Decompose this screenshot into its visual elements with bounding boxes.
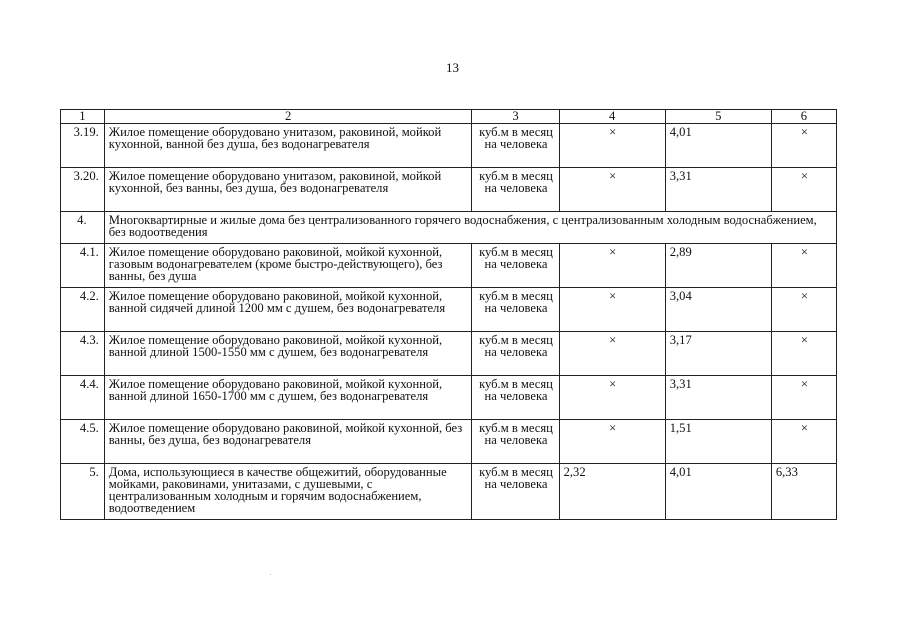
header-col-1: 1 — [61, 110, 105, 124]
row-value-col4: × — [559, 124, 665, 168]
row-value-col4: × — [559, 168, 665, 212]
row-unit: куб.м в месяц на человека — [472, 168, 559, 212]
header-col-3: 3 — [472, 110, 559, 124]
header-col-5: 5 — [665, 110, 771, 124]
table-row — [61, 244, 837, 288]
row-value-col6: × — [771, 168, 836, 212]
row-value-col5: 3,04 — [665, 288, 771, 332]
table-row — [61, 420, 837, 464]
consumption-norms-table — [60, 109, 837, 520]
row-description: Жилое помещение оборудовано раковиной, мойкой кухонной, газовым водонагревателем (кроме быстро-действующего), без ванны, без душа — [104, 244, 472, 288]
row-value-col6: 6,33 — [771, 464, 836, 520]
row-description: Дома, использующиеся в качестве общежитий, оборудованные мойками, раковинами, унитазами, с душевыми, с централизованным холодным и горячим водоснабжением, водоотведением — [104, 464, 472, 520]
row-unit: куб.м в месяц на человека — [472, 244, 559, 288]
row-description: Жилое помещение оборудовано унитазом, раковиной, мойкой кухонной, без ванны, без душа, без водонагревателя — [104, 168, 472, 212]
table-row — [61, 464, 837, 520]
row-value-col5: 2,89 — [665, 244, 771, 288]
header-col-6: 6 — [771, 110, 836, 124]
row-unit: куб.м в месяц на человека — [472, 332, 559, 376]
row-value-col4: × — [559, 244, 665, 288]
row-description: Жилое помещение оборудовано раковиной, мойкой кухонной, ванной длиной 1650-1700 мм с душем, без водонагревателя — [104, 376, 472, 420]
scan-speck — [270, 574, 271, 575]
header-col-2: 2 — [104, 110, 472, 124]
row-number: 5. — [61, 464, 105, 520]
row-value-col5: 4,01 — [665, 124, 771, 168]
row-value-col4: × — [559, 332, 665, 376]
table-header-row — [61, 110, 837, 124]
row-value-col4: 2,32 — [559, 464, 665, 520]
row-number: 4.2. — [61, 288, 105, 332]
row-value-col5: 3,31 — [665, 168, 771, 212]
row-number: 4.4. — [61, 376, 105, 420]
row-value-col6: × — [771, 244, 836, 288]
section-number: 4. — [61, 212, 105, 244]
row-value-col6: × — [771, 124, 836, 168]
row-number: 4.1. — [61, 244, 105, 288]
table-row — [61, 124, 837, 168]
row-value-col4: × — [559, 376, 665, 420]
row-unit: куб.м в месяц на человека — [472, 464, 559, 520]
row-description: Жилое помещение оборудовано раковиной, мойкой кухонной, ванной длиной 1500-1550 мм с душем, без водонагревателя — [104, 332, 472, 376]
row-description: Жилое помещение оборудовано раковиной, мойкой кухонной, ванной сидячей длиной 1200 мм с душем, без водонагревателя — [104, 288, 472, 332]
table-row — [61, 332, 837, 376]
row-unit: куб.м в месяц на человека — [472, 376, 559, 420]
row-value-col4: × — [559, 420, 665, 464]
row-number: 4.5. — [61, 420, 105, 464]
row-value-col5: 3,17 — [665, 332, 771, 376]
row-value-col5: 1,51 — [665, 420, 771, 464]
row-value-col4: × — [559, 288, 665, 332]
row-value-col5: 3,31 — [665, 376, 771, 420]
row-unit: куб.м в месяц на человека — [472, 420, 559, 464]
row-number: 3.19. — [61, 124, 105, 168]
row-value-col6: × — [771, 376, 836, 420]
row-description: Жилое помещение оборудовано раковиной, мойкой кухонной, без ванны, без душа, без водонагревателя — [104, 420, 472, 464]
row-number: 3.20. — [61, 168, 105, 212]
row-value-col6: × — [771, 288, 836, 332]
row-value-col6: × — [771, 332, 836, 376]
table-row — [61, 376, 837, 420]
row-number: 4.3. — [61, 332, 105, 376]
row-description: Жилое помещение оборудовано унитазом, раковиной, мойкой кухонной, ванной без душа, без водонагревателя — [104, 124, 472, 168]
table-section-row — [61, 212, 837, 244]
row-unit: куб.м в месяц на человека — [472, 124, 559, 168]
table-row — [61, 288, 837, 332]
page-number: 13 — [446, 60, 459, 75]
row-unit: куб.м в месяц на человека — [472, 288, 559, 332]
section-title: Многоквартирные и жилые дома без централизованного горячего водоснабжения, с централизованным холодным водоснабжением, без водоотведения — [104, 212, 836, 244]
row-value-col6: × — [771, 420, 836, 464]
header-col-4: 4 — [559, 110, 665, 124]
table-row — [61, 168, 837, 212]
row-value-col5: 4,01 — [665, 464, 771, 520]
